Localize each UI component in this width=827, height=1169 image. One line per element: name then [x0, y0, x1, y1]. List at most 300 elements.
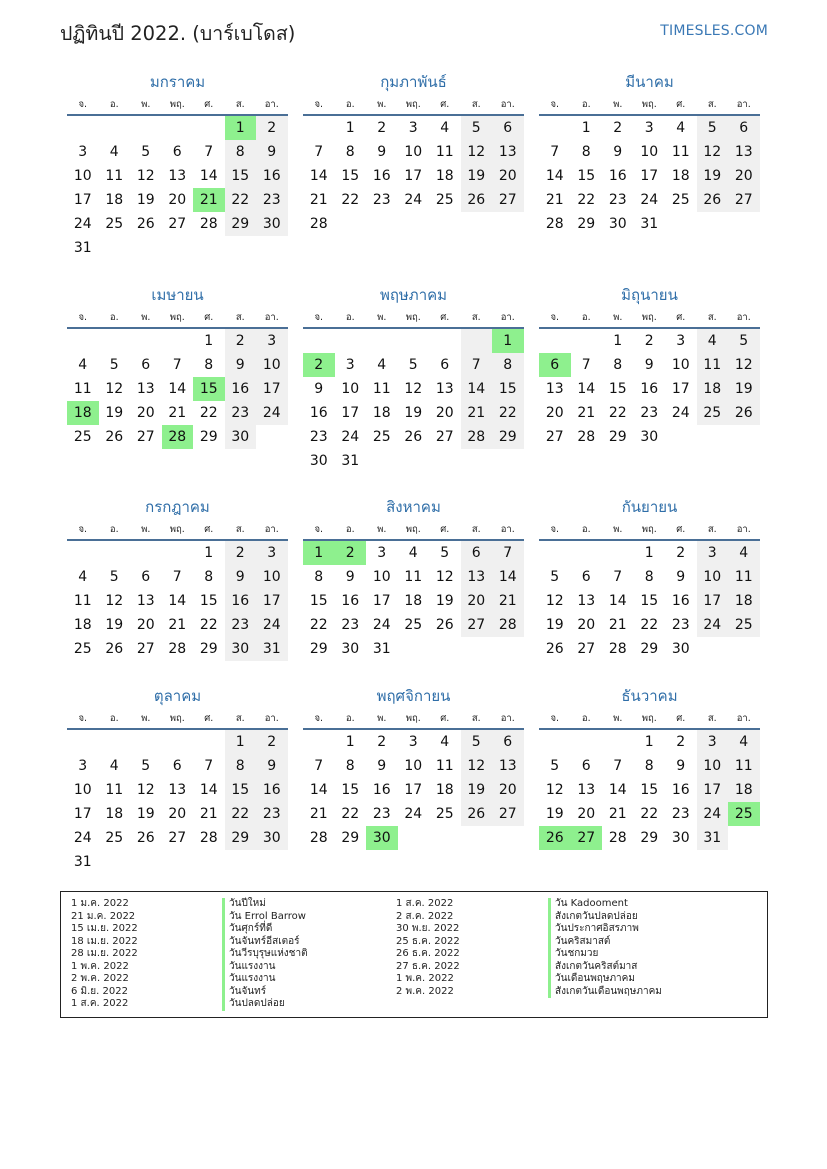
- day-cell[interactable]: 15: [341, 168, 360, 184]
- day-cell[interactable]: 17: [671, 381, 690, 397]
- day-cell[interactable]: 14: [199, 782, 218, 798]
- day-cell[interactable]: 2: [644, 333, 654, 349]
- day-cell[interactable]: 20: [728, 164, 760, 188]
- day-cell[interactable]: 7: [613, 569, 623, 585]
- day-cell[interactable]: 15: [640, 593, 659, 609]
- day-cell[interactable]: 30: [256, 826, 288, 850]
- day-cell[interactable]: 27: [728, 188, 760, 212]
- day-cell[interactable]: 30: [608, 216, 627, 232]
- day-cell[interactable]: 12: [136, 168, 155, 184]
- day-cell[interactable]: 9: [676, 569, 686, 585]
- day-cell[interactable]: 2: [256, 116, 288, 140]
- day-cell[interactable]: 10: [697, 754, 729, 778]
- day-cell[interactable]: 3: [377, 545, 387, 561]
- day-cell[interactable]: 11: [435, 758, 454, 774]
- day-cell[interactable]: 13: [168, 782, 187, 798]
- day-cell[interactable]: 9: [256, 140, 288, 164]
- day-cell[interactable]: 1: [644, 545, 654, 561]
- day-cell[interactable]: 13: [168, 168, 187, 184]
- day-cell[interactable]: 4: [728, 730, 760, 754]
- day-cell[interactable]: 6: [141, 357, 151, 373]
- day-cell[interactable]: 4: [78, 569, 88, 585]
- day-cell[interactable]: 19: [404, 405, 423, 421]
- day-cell[interactable]: 12: [728, 353, 760, 377]
- day-cell[interactable]: 30: [640, 429, 659, 445]
- day-cell[interactable]: 1: [303, 541, 335, 565]
- day-cell[interactable]: 30: [225, 637, 257, 661]
- day-cell[interactable]: 1: [345, 120, 355, 136]
- day-cell[interactable]: 14: [492, 565, 524, 589]
- day-cell[interactable]: 23: [671, 806, 690, 822]
- day-cell[interactable]: 25: [105, 830, 124, 846]
- day-cell[interactable]: 21: [461, 401, 493, 425]
- day-cell[interactable]: 21: [608, 806, 627, 822]
- day-cell[interactable]: 7: [314, 758, 324, 774]
- day-cell[interactable]: 6: [440, 357, 450, 373]
- day-cell[interactable]: 18: [728, 778, 760, 802]
- day-cell[interactable]: 18: [728, 589, 760, 613]
- day-cell[interactable]: 7: [314, 144, 324, 160]
- day-cell[interactable]: 8: [581, 144, 591, 160]
- day-cell[interactable]: 23: [341, 617, 360, 633]
- day-cell[interactable]: 5: [141, 144, 151, 160]
- day-cell[interactable]: 18: [105, 806, 124, 822]
- day-cell[interactable]: 19: [105, 405, 124, 421]
- day-cell[interactable]: 27: [168, 830, 187, 846]
- day-cell[interactable]: 7: [172, 357, 182, 373]
- day-cell[interactable]: 15: [577, 168, 596, 184]
- day-cell[interactable]: 2: [335, 541, 367, 565]
- day-cell[interactable]: 29: [199, 641, 218, 657]
- day-cell[interactable]: 10: [404, 144, 423, 160]
- day-cell[interactable]: 20: [168, 806, 187, 822]
- day-cell[interactable]: 25: [728, 613, 760, 637]
- day-cell[interactable]: 26: [461, 188, 493, 212]
- day-cell[interactable]: 5: [109, 569, 119, 585]
- day-cell[interactable]: 11: [73, 593, 92, 609]
- day-cell[interactable]: 16: [225, 377, 257, 401]
- day-cell[interactable]: 9: [377, 758, 387, 774]
- day-cell[interactable]: 25: [728, 802, 760, 826]
- day-cell[interactable]: 9: [676, 758, 686, 774]
- day-cell[interactable]: 6: [172, 758, 182, 774]
- day-cell[interactable]: 31: [372, 641, 391, 657]
- day-cell[interactable]: 8: [225, 140, 257, 164]
- day-cell[interactable]: 31: [341, 453, 360, 469]
- day-cell[interactable]: 26: [461, 802, 493, 826]
- day-cell[interactable]: 2: [676, 545, 686, 561]
- day-cell[interactable]: 7: [461, 353, 493, 377]
- day-cell[interactable]: 1: [581, 120, 591, 136]
- day-cell[interactable]: 11: [728, 565, 760, 589]
- day-cell[interactable]: 15: [341, 782, 360, 798]
- day-cell[interactable]: 13: [492, 140, 524, 164]
- day-cell[interactable]: 11: [105, 168, 124, 184]
- day-cell[interactable]: 23: [608, 192, 627, 208]
- day-cell[interactable]: 22: [309, 617, 328, 633]
- day-cell[interactable]: 7: [581, 357, 591, 373]
- day-cell[interactable]: 12: [461, 754, 493, 778]
- day-cell[interactable]: 12: [435, 569, 454, 585]
- day-cell[interactable]: 1: [204, 333, 214, 349]
- day-cell[interactable]: 6: [141, 569, 151, 585]
- day-cell[interactable]: 14: [168, 381, 187, 397]
- day-cell[interactable]: 25: [73, 641, 92, 657]
- day-cell[interactable]: 16: [225, 589, 257, 613]
- day-cell[interactable]: 24: [256, 613, 288, 637]
- day-cell[interactable]: 21: [193, 188, 225, 212]
- day-cell[interactable]: 6: [581, 569, 591, 585]
- day-cell[interactable]: 26: [105, 641, 124, 657]
- day-cell[interactable]: 19: [136, 806, 155, 822]
- day-cell[interactable]: 30: [366, 826, 398, 850]
- day-cell[interactable]: 21: [168, 405, 187, 421]
- day-cell[interactable]: 9: [314, 381, 324, 397]
- day-cell[interactable]: 21: [608, 617, 627, 633]
- day-cell[interactable]: 8: [314, 569, 324, 585]
- day-cell[interactable]: 17: [73, 192, 92, 208]
- day-cell[interactable]: 21: [309, 806, 328, 822]
- day-cell[interactable]: 24: [341, 429, 360, 445]
- day-cell[interactable]: 1: [613, 333, 623, 349]
- day-cell[interactable]: 12: [136, 782, 155, 798]
- day-cell[interactable]: 25: [435, 806, 454, 822]
- day-cell[interactable]: 11: [404, 569, 423, 585]
- day-cell[interactable]: 28: [545, 216, 564, 232]
- day-cell[interactable]: 25: [372, 429, 391, 445]
- day-cell[interactable]: 24: [697, 802, 729, 826]
- day-cell[interactable]: 8: [204, 357, 214, 373]
- day-cell[interactable]: 22: [341, 192, 360, 208]
- day-cell[interactable]: 27: [571, 826, 603, 850]
- day-cell[interactable]: 14: [608, 593, 627, 609]
- day-cell[interactable]: 8: [644, 758, 654, 774]
- day-cell[interactable]: 31: [640, 216, 659, 232]
- day-cell[interactable]: 15: [199, 593, 218, 609]
- day-cell[interactable]: 7: [204, 144, 214, 160]
- day-cell[interactable]: 28: [162, 425, 194, 449]
- day-cell[interactable]: 2: [225, 541, 257, 565]
- day-cell[interactable]: 31: [256, 637, 288, 661]
- day-cell[interactable]: 10: [671, 357, 690, 373]
- day-cell[interactable]: 28: [608, 830, 627, 846]
- day-cell[interactable]: 12: [461, 140, 493, 164]
- day-cell[interactable]: 12: [545, 593, 564, 609]
- day-cell[interactable]: 19: [136, 192, 155, 208]
- day-cell[interactable]: 19: [545, 617, 564, 633]
- day-cell[interactable]: 1: [492, 329, 524, 353]
- day-cell[interactable]: 3: [676, 333, 686, 349]
- day-cell[interactable]: 4: [440, 120, 450, 136]
- day-cell[interactable]: 17: [372, 593, 391, 609]
- day-cell[interactable]: 10: [697, 565, 729, 589]
- day-cell[interactable]: 3: [256, 329, 288, 353]
- day-cell[interactable]: 9: [256, 754, 288, 778]
- day-cell[interactable]: 30: [225, 425, 257, 449]
- day-cell[interactable]: 2: [256, 730, 288, 754]
- day-cell[interactable]: 5: [461, 730, 493, 754]
- day-cell[interactable]: 19: [461, 164, 493, 188]
- day-cell[interactable]: 31: [73, 854, 92, 870]
- day-cell[interactable]: 24: [372, 617, 391, 633]
- day-cell[interactable]: 22: [199, 617, 218, 633]
- day-cell[interactable]: 14: [309, 168, 328, 184]
- day-cell[interactable]: 27: [168, 216, 187, 232]
- day-cell[interactable]: 23: [225, 613, 257, 637]
- day-cell[interactable]: 17: [73, 806, 92, 822]
- day-cell[interactable]: 30: [309, 453, 328, 469]
- day-cell[interactable]: 8: [204, 569, 214, 585]
- day-cell[interactable]: 20: [492, 778, 524, 802]
- day-cell[interactable]: 2: [377, 120, 387, 136]
- day-cell[interactable]: 21: [577, 405, 596, 421]
- day-cell[interactable]: 25: [404, 617, 423, 633]
- day-cell[interactable]: 5: [109, 357, 119, 373]
- day-cell[interactable]: 23: [256, 188, 288, 212]
- day-cell[interactable]: 23: [671, 617, 690, 633]
- day-cell[interactable]: 19: [105, 617, 124, 633]
- day-cell[interactable]: 5: [461, 116, 493, 140]
- day-cell[interactable]: 14: [461, 377, 493, 401]
- day-cell[interactable]: 4: [109, 758, 119, 774]
- day-cell[interactable]: 13: [461, 565, 493, 589]
- day-cell[interactable]: 6: [581, 758, 591, 774]
- day-cell[interactable]: 17: [256, 589, 288, 613]
- day-cell[interactable]: 26: [697, 188, 729, 212]
- day-cell[interactable]: 22: [640, 617, 659, 633]
- day-cell[interactable]: 17: [404, 168, 423, 184]
- day-cell[interactable]: 14: [545, 168, 564, 184]
- day-cell[interactable]: 5: [408, 357, 418, 373]
- day-cell[interactable]: 26: [728, 401, 760, 425]
- day-cell[interactable]: 10: [73, 782, 92, 798]
- day-cell[interactable]: 29: [640, 641, 659, 657]
- day-cell[interactable]: 21: [309, 192, 328, 208]
- day-cell[interactable]: 28: [199, 216, 218, 232]
- day-cell[interactable]: 30: [341, 641, 360, 657]
- day-cell[interactable]: 19: [728, 377, 760, 401]
- day-cell[interactable]: 21: [545, 192, 564, 208]
- day-cell[interactable]: 4: [377, 357, 387, 373]
- day-cell[interactable]: 27: [492, 802, 524, 826]
- day-cell[interactable]: 2: [303, 353, 335, 377]
- day-cell[interactable]: 18: [671, 168, 690, 184]
- day-cell[interactable]: 19: [461, 778, 493, 802]
- day-cell[interactable]: 16: [640, 381, 659, 397]
- day-cell[interactable]: 17: [640, 168, 659, 184]
- day-cell[interactable]: 22: [640, 806, 659, 822]
- day-cell[interactable]: 5: [550, 569, 560, 585]
- day-cell[interactable]: 18: [372, 405, 391, 421]
- day-cell[interactable]: 12: [545, 782, 564, 798]
- day-cell[interactable]: 28: [309, 216, 328, 232]
- day-cell[interactable]: 20: [461, 589, 493, 613]
- day-cell[interactable]: 13: [492, 754, 524, 778]
- day-cell[interactable]: 2: [377, 734, 387, 750]
- day-cell[interactable]: 15: [193, 377, 225, 401]
- day-cell[interactable]: 17: [697, 778, 729, 802]
- day-cell[interactable]: 21: [199, 806, 218, 822]
- day-cell[interactable]: 26: [545, 641, 564, 657]
- day-cell[interactable]: 2: [613, 120, 623, 136]
- day-cell[interactable]: 10: [73, 168, 92, 184]
- day-cell[interactable]: 31: [697, 826, 729, 850]
- day-cell[interactable]: 25: [671, 192, 690, 208]
- day-cell[interactable]: 25: [435, 192, 454, 208]
- day-cell[interactable]: 26: [539, 826, 571, 850]
- day-cell[interactable]: 18: [435, 782, 454, 798]
- day-cell[interactable]: 3: [644, 120, 654, 136]
- day-cell[interactable]: 6: [728, 116, 760, 140]
- day-cell[interactable]: 10: [372, 569, 391, 585]
- day-cell[interactable]: 22: [341, 806, 360, 822]
- day-cell[interactable]: 8: [644, 569, 654, 585]
- day-cell[interactable]: 13: [136, 593, 155, 609]
- day-cell[interactable]: 12: [105, 381, 124, 397]
- day-cell[interactable]: 18: [105, 192, 124, 208]
- day-cell[interactable]: 25: [697, 401, 729, 425]
- day-cell[interactable]: 4: [697, 329, 729, 353]
- day-cell[interactable]: 11: [372, 381, 391, 397]
- day-cell[interactable]: 3: [78, 144, 88, 160]
- day-cell[interactable]: 9: [345, 569, 355, 585]
- day-cell[interactable]: 6: [492, 116, 524, 140]
- day-cell[interactable]: 23: [225, 401, 257, 425]
- day-cell[interactable]: 15: [640, 782, 659, 798]
- day-cell[interactable]: 16: [256, 778, 288, 802]
- day-cell[interactable]: 7: [172, 569, 182, 585]
- day-cell[interactable]: 14: [309, 782, 328, 798]
- day-cell[interactable]: 11: [697, 353, 729, 377]
- day-cell[interactable]: 1: [345, 734, 355, 750]
- day-cell[interactable]: 9: [613, 144, 623, 160]
- day-cell[interactable]: 16: [372, 782, 391, 798]
- day-cell[interactable]: 20: [136, 405, 155, 421]
- day-cell[interactable]: 29: [577, 216, 596, 232]
- day-cell[interactable]: 29: [640, 830, 659, 846]
- day-cell[interactable]: 28: [608, 641, 627, 657]
- day-cell[interactable]: 10: [404, 758, 423, 774]
- day-cell[interactable]: 11: [435, 144, 454, 160]
- day-cell[interactable]: 24: [73, 216, 92, 232]
- day-cell[interactable]: 11: [728, 754, 760, 778]
- day-cell[interactable]: 9: [225, 353, 257, 377]
- day-cell[interactable]: 17: [256, 377, 288, 401]
- day-cell[interactable]: 16: [256, 164, 288, 188]
- day-cell[interactable]: 5: [440, 545, 450, 561]
- day-cell[interactable]: 11: [73, 381, 92, 397]
- day-cell[interactable]: 20: [435, 405, 454, 421]
- day-cell[interactable]: 15: [608, 381, 627, 397]
- day-cell[interactable]: 15: [492, 377, 524, 401]
- day-cell[interactable]: 29: [608, 429, 627, 445]
- day-cell[interactable]: 29: [309, 641, 328, 657]
- day-cell[interactable]: 27: [577, 641, 596, 657]
- day-cell[interactable]: 29: [341, 830, 360, 846]
- day-cell[interactable]: 4: [78, 357, 88, 373]
- day-cell[interactable]: 29: [199, 429, 218, 445]
- day-cell[interactable]: 16: [372, 168, 391, 184]
- day-cell[interactable]: 14: [168, 593, 187, 609]
- day-cell[interactable]: 10: [640, 144, 659, 160]
- day-cell[interactable]: 30: [671, 641, 690, 657]
- day-cell[interactable]: 1: [204, 545, 214, 561]
- day-cell[interactable]: 22: [577, 192, 596, 208]
- day-cell[interactable]: 28: [461, 425, 493, 449]
- day-cell[interactable]: 13: [728, 140, 760, 164]
- day-cell[interactable]: 2: [676, 734, 686, 750]
- day-cell[interactable]: 15: [225, 164, 257, 188]
- day-cell[interactable]: 8: [345, 144, 355, 160]
- day-cell[interactable]: 6: [492, 730, 524, 754]
- day-cell[interactable]: 20: [577, 617, 596, 633]
- day-cell[interactable]: 17: [404, 782, 423, 798]
- day-cell[interactable]: 13: [545, 381, 564, 397]
- day-cell[interactable]: 14: [199, 168, 218, 184]
- day-cell[interactable]: 2: [225, 329, 257, 353]
- day-cell[interactable]: 25: [105, 216, 124, 232]
- day-cell[interactable]: 24: [697, 613, 729, 637]
- day-cell[interactable]: 24: [404, 806, 423, 822]
- day-cell[interactable]: 11: [105, 782, 124, 798]
- day-cell[interactable]: 8: [225, 754, 257, 778]
- day-cell[interactable]: 30: [256, 212, 288, 236]
- day-cell[interactable]: 14: [577, 381, 596, 397]
- day-cell[interactable]: 4: [408, 545, 418, 561]
- day-cell[interactable]: 22: [225, 802, 257, 826]
- day-cell[interactable]: 23: [640, 405, 659, 421]
- day-cell[interactable]: 4: [109, 144, 119, 160]
- day-cell[interactable]: 1: [644, 734, 654, 750]
- day-cell[interactable]: 13: [136, 381, 155, 397]
- day-cell[interactable]: 30: [671, 830, 690, 846]
- day-cell[interactable]: 5: [141, 758, 151, 774]
- day-cell[interactable]: 5: [728, 329, 760, 353]
- day-cell[interactable]: 28: [309, 830, 328, 846]
- day-cell[interactable]: 26: [136, 830, 155, 846]
- day-cell[interactable]: 26: [136, 216, 155, 232]
- day-cell[interactable]: 3: [408, 734, 418, 750]
- day-cell[interactable]: 26: [404, 429, 423, 445]
- day-cell[interactable]: 22: [199, 405, 218, 421]
- day-cell[interactable]: 3: [697, 541, 729, 565]
- day-cell[interactable]: 16: [309, 405, 328, 421]
- day-cell[interactable]: 23: [256, 802, 288, 826]
- day-cell[interactable]: 29: [225, 826, 257, 850]
- day-cell[interactable]: 22: [492, 401, 524, 425]
- day-cell[interactable]: 28: [199, 830, 218, 846]
- day-cell[interactable]: 17: [341, 405, 360, 421]
- day-cell[interactable]: 12: [697, 140, 729, 164]
- day-cell[interactable]: 8: [613, 357, 623, 373]
- day-cell[interactable]: 12: [105, 593, 124, 609]
- day-cell[interactable]: 5: [550, 758, 560, 774]
- day-cell[interactable]: 16: [341, 593, 360, 609]
- day-cell[interactable]: 5: [697, 116, 729, 140]
- day-cell[interactable]: 7: [204, 758, 214, 774]
- day-cell[interactable]: 9: [644, 357, 654, 373]
- day-cell[interactable]: 6: [461, 541, 493, 565]
- day-cell[interactable]: 27: [492, 188, 524, 212]
- day-cell[interactable]: 17: [697, 589, 729, 613]
- day-cell[interactable]: 18: [697, 377, 729, 401]
- day-cell[interactable]: 24: [256, 401, 288, 425]
- day-cell[interactable]: 14: [608, 782, 627, 798]
- day-cell[interactable]: 9: [377, 144, 387, 160]
- day-cell[interactable]: 22: [225, 188, 257, 212]
- day-cell[interactable]: 26: [105, 429, 124, 445]
- day-cell[interactable]: 28: [168, 641, 187, 657]
